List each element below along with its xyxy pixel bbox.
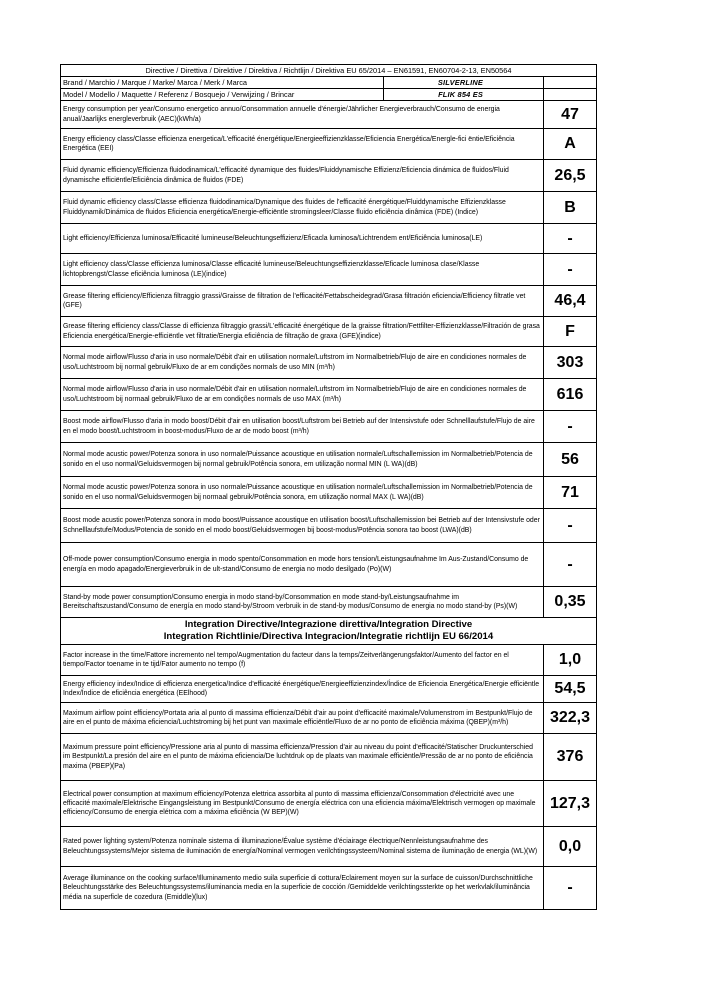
row-description: Average illuminance on the cooking surface/Illuminamento medio suila superficie di cottura/Eclairement moyen sur la surface de cuisson/Durchschnittliche Beleuchtungsstärke des Beleuchtungssystems/iluminancia media en la superficie de cocción /Gemiddelde verilchtingssterkte op het werkvlak/iluminância média na superficle de cozedura (Emiddle)(lux) — [61, 867, 544, 910]
row-value: 26,5 — [544, 160, 597, 192]
row-value: 47 — [544, 101, 597, 129]
table-row — [61, 411, 597, 443]
row-value: 127,3 — [544, 781, 597, 827]
row-description: Off-mode power consumption/Consumo energia in modo spento/Consommation en mode hors tension/Leistungsaufnahme Im Aus-Zustand/Consumo de energía en modo apagado/Energieverbruik in de ult-stand/Consumo de energia no modo desilgado (Po)(W) — [61, 543, 544, 587]
row-description: Fluid dynamic efficiency/Efficienza fluidodinamica/L'efficacité dynamique des fluides/Fluiddynamische Effizienz/Eficiencia dinámica de fluidos/Fluid dynamische efficiëntle/Eficiência dinâmica de fluidos (FDE) — [61, 160, 544, 192]
integration-directive-heading — [61, 618, 597, 645]
table-row — [61, 286, 597, 317]
section-line-2: Integration Richtlinie/Directiva Integracion/Integratie richtlijn EU 66/2014 — [163, 631, 494, 642]
row-description: Energy efficiency class/Classe efficienza energetica/L'efficacité énergétique/Energieeffizienzklasse/Eficiencia Energética/Energle-fici ëntie/Eficiência Energética (EEI) — [61, 129, 544, 160]
row-value: - — [544, 411, 597, 443]
row-description: Energy consumption per year/Consumo energetico annuo/Consommation annuelle d'énergie/Jährlicher Energieverbrauch/Consumo de energia anual/Jaarlijks energleverbruik (AEC)(kWh/a) — [61, 101, 544, 129]
section-line-1: Integration Directive/Integrazione direttiva/Integration Directive — [184, 618, 473, 630]
table-row — [61, 129, 597, 160]
table-row — [61, 101, 597, 129]
table-row — [61, 676, 597, 703]
model-label-text: Model / Modello / Maquette / Referenz / Bosquejo / Verwijzing / Brincar — [63, 89, 384, 100]
row-description: Boost mode acustic power/Potenza sonora in modo boost/Puissance acoustique en utilisation boost/Luftschallemission bei Betrieb auf der Intensivstufe oder Schnelllaufstufe/Modus/Potencia de sonido en el modo boost/Geluidsvermogen bij boost-modus/Potência sonora tao boost (LWA)(dB) — [61, 509, 544, 543]
row-description: Normal mode acustic power/Potenza sonora in uso normale/Puissance acoustique en utilisation normale/Luftschallemission im Normalbetrieb/Potencia de sonido en el uso normal/Geluidsvermogen bij normaal gebruik/Potência sonora, em utilização normal MAX (L WA)(dB) — [61, 477, 544, 509]
row-value: - — [544, 867, 597, 910]
row-value: - — [544, 543, 597, 587]
row-description: Maximum pressure point efficiency/Pressione aria al punto di massima efficienza/Pression d'air au niveau du point d'efficacité/Statischer Druckunterschied im Bestpunkt/La presión del aire en el punto de máxima eficiencia/De luchtdruk op de plaats van maximale efficiëntle/Pressão de ar no ponto de eficiência maxima (PBEP)(Pa) — [61, 734, 544, 781]
table-row — [61, 781, 597, 827]
row-value: 54,5 — [544, 676, 597, 703]
row-value: 303 — [544, 347, 597, 379]
row-description: Normal mode acustic power/Potenza sonora in uso normale/Puissance acoustique en utilisation normale/Luftschallemission im Normalbetrieb/Potencia de sonido en el uso normal/Geluidsvermogen bij normal gebruik/Potência sonora, em utilização normal MIN (L WA)(dB) — [61, 443, 544, 477]
row-description: Grease filtering efficiency/Efficienza filtraggio grassi/Graisse de filtration de l'efficacité/Fettabscheidegrad/Grasa filtración eficiencia/Efficiency filtratle vet (GFE) — [61, 286, 544, 317]
row-description: Grease filtering efficiency class/Classe di efficienza filtraggio grassi/L'efficacité énergétique de la graisse filtration/Fettfilter-Effizienzklasse/Filtración de grasa Eficiencia energética/Energie-efficiëntle vet filtratie/Energia eficiência de filtração de graxa (GFE)(indice) — [61, 317, 544, 347]
table-row — [61, 224, 597, 254]
row-description: Light efficiency/Efficienza luminosa/Efficacité lumineuse/Beleuchtungseffizienz/Eficacla luminosa/Lichtrendem ent/Eficiência luminosa(LE) — [61, 224, 544, 254]
row-value: F — [544, 317, 597, 347]
model-value: FLIK 854 ES — [438, 90, 483, 99]
row-description: Stand-by mode power consumption/Consumo energia in modo stand-by/Consommation en mode stand-by/Leistungsaufnahme im Bereitschaftszustand/Consumo de energía en modo stand-by/Stroom verbruik in de stand-by modus/Consumo de energia no modo stand-by (Ps)(W) — [61, 587, 544, 618]
row-description: Energy efficiency index/Indice di efficienza energetica/Indice d'efficacité énergétique/Energieeffizienzindex/Índice de Eficiencia Energética/Energie efficiëntle Index/Índice de eficiência energética (EElhood) — [61, 676, 544, 703]
row-value: 1,0 — [544, 645, 597, 676]
row-value: 376 — [544, 734, 597, 781]
row-description: Fluid dynamic efficiency class/Classe efficienza fluidodinamica/Dynamique des fluides de l'efficacité énergétique/Fluiddynamische Effizienzklasse Fluiddynamik/Dinámica de fluidos Eficiencia energética/Energie-efficiëntle stromingsleer/Classe fluido eficiência dinâmica (FDE) (Indice) — [61, 192, 544, 224]
brand-value: SILVERLINE — [437, 78, 483, 87]
row-value: 616 — [544, 379, 597, 411]
table-row — [61, 347, 597, 379]
energy-label-table — [60, 64, 597, 910]
row-description: Electrical power consumption at maximum efficiency/Potenza elettrica assorbita al punto di massima efficienza/Consommation d'électricité avec une efficacité maximale/Elektrische Eingangsleistung im Bestpunkt/Consumo de energía eléctrica con una eficiencia máxima/Elektrisch vermogen op maximale efficiency/Consumo de energia elétrica com a máxima eficiência (W BEP)(W) — [61, 781, 544, 827]
row-description: Boost mode airflow/Flusso d'aria in modo boost/Débit d'air en utilisation boost/Luftstrom bei Betrieb auf der Intensivstufe oder Schnelllaufstufe/Flujo de aire en el modo boost/Luchtstroom in boost-modus/Fluxo de ar de modo boost (m³/h) — [61, 411, 544, 443]
table-row — [61, 477, 597, 509]
row-value: 71 — [544, 477, 597, 509]
brand-label-text: Brand / Marchio / Marque / Marke/ Marca / Merk / Marca — [63, 77, 384, 88]
row-description: Light efficiency class/Classe efficienza luminosa/Classe efficacité lumineuse/Beleuchtungseffizienzklasse/Eficacle luminosa clase/Klasse lichtopbrengst/Classe eficiência luminosa (LE)(indice) — [61, 254, 544, 286]
row-value: A — [544, 129, 597, 160]
table-row — [61, 645, 597, 676]
table-row — [61, 827, 597, 867]
row-description: Rated power lighting system/Potenza nominale sistema di illuminazione/Évalue système d'éciairage électrique/Nennleistungsaufnahme des Beleuchtungssystems/Mejor sistema de iluminación de energía/Nominal vermogen verilchtingssysteem/Nominal sistema de iluminação de energia (WL)(W) — [61, 827, 544, 867]
table-row — [61, 317, 597, 347]
row-description: Normal mode airflow/Flusso d'aria in uso normale/Débit d'air en utilisation normale/Luftstrom im Normalbetrieb/Flujo de aire en condiciones normales de uso/Luchtstroom bij normal gebruik/Fluxo de ar em condições normals de uso MIN (m³/h) — [61, 347, 544, 379]
row-value: - — [544, 254, 597, 286]
table-row — [61, 587, 597, 618]
row-value: 322,3 — [544, 703, 597, 734]
table-row — [61, 867, 597, 910]
row-value: 0,35 — [544, 587, 597, 618]
table-row — [61, 543, 597, 587]
row-value: 0,0 — [544, 827, 597, 867]
model-label — [61, 89, 544, 101]
row-value: 46,4 — [544, 286, 597, 317]
row-description: Factor increase in the time/Fattore incremento nel tempo/Augmentation du facteur dans la temps/Zeitverlängerungsfaktor/Aumento del factor en el tiempo/Factor toename in te tijd/Fator aumento no tempo (f) — [61, 645, 544, 676]
row-value: - — [544, 224, 597, 254]
row-value: B — [544, 192, 597, 224]
table-row — [61, 379, 597, 411]
table-row — [61, 160, 597, 192]
table-row — [61, 703, 597, 734]
table-row — [61, 192, 597, 224]
brand-label — [61, 77, 544, 89]
row-value: 56 — [544, 443, 597, 477]
table-row — [61, 734, 597, 781]
table-row — [61, 254, 597, 286]
table-row — [61, 443, 597, 477]
row-description: Maximum airflow point efficiency/Portata aria al punto di massima efficienza/Débit d'air au point d'efficacité maximale/Volumenstrom im Bestpunkt/Flujo de aire en el punto de máxima eficiencia/Luchtstroming bij het punt van maximale efficiëntle/Fluxo de ar no ponto de eficiência máxima (QBEP)(m³/h) — [61, 703, 544, 734]
directive-header: Directive / Direttiva / Direktive / Direktiva / Richtlijn / Direktiva EU 65/2014 – EN61591, EN60704-2-13, EN50564 — [61, 65, 597, 77]
table-row — [61, 509, 597, 543]
row-description: Normal mode airflow/Flusso d'aria in uso normale/Débit d'air en utilisation normale/Luftstrom im Normalbetrieb/Flujo de aire en condiciones normales de uso/Luchtstroom bij normaal gebruik/Fluxo de ar em condições normals de uso MAX (m³/h) — [61, 379, 544, 411]
row-value: - — [544, 509, 597, 543]
